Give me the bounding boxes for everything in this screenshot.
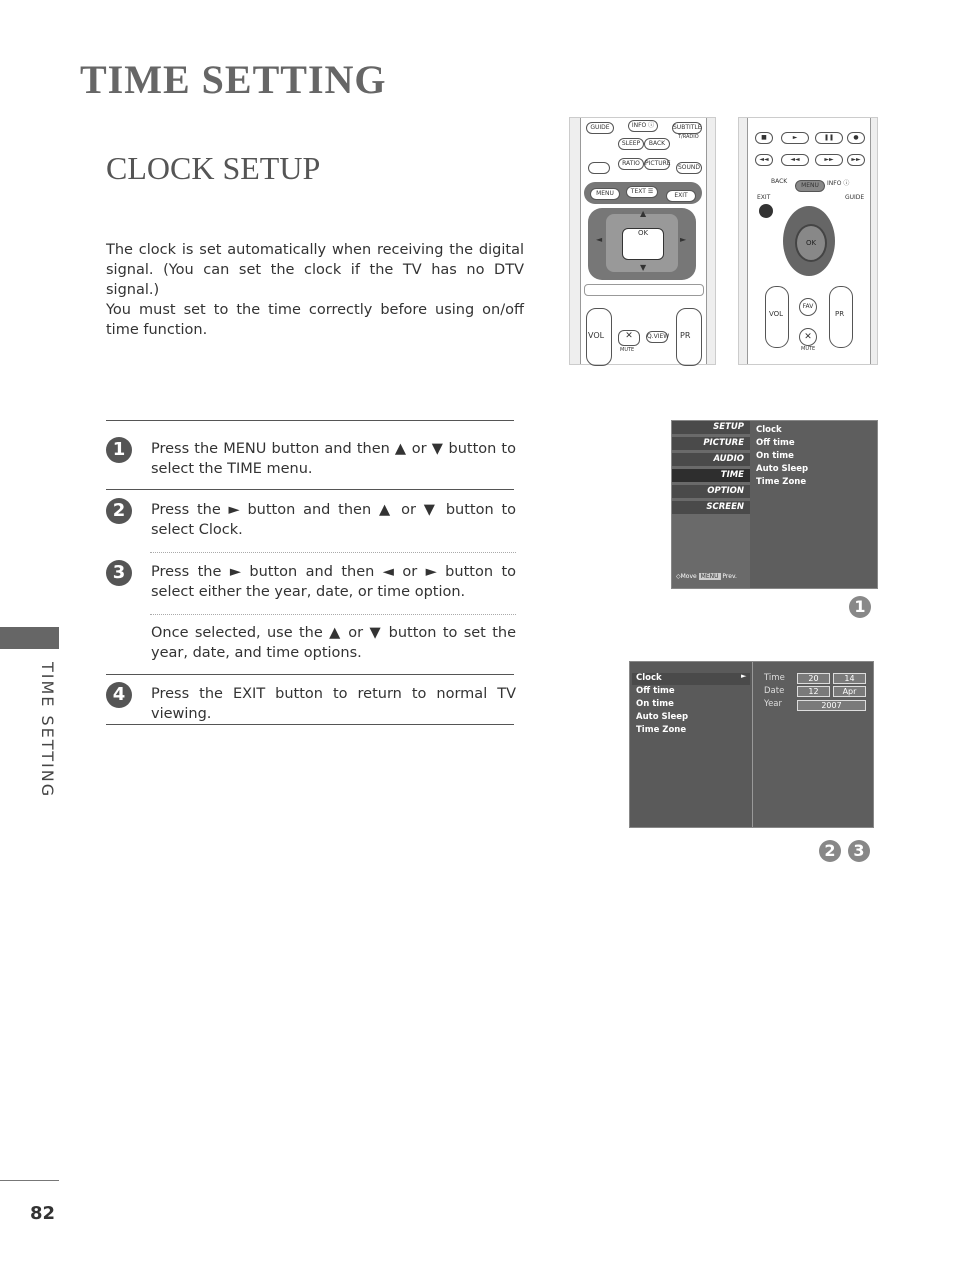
fav-button: FAV xyxy=(799,298,817,316)
vol-label-2: VOL xyxy=(769,310,784,318)
menu-item-time: TIME xyxy=(672,469,750,482)
badge-3: 3 xyxy=(848,840,870,862)
footer-menu: MENU xyxy=(700,573,719,580)
step-text-1: Press the MENU button and then ▲ or ▼ button to select the TIME menu. xyxy=(151,441,516,477)
clock-options xyxy=(636,672,688,737)
option-off-time: Off time xyxy=(756,438,795,448)
remote-control-image-1 xyxy=(569,117,716,365)
time-options xyxy=(756,424,808,489)
info-button: INFO ⓘ xyxy=(628,120,658,132)
menu-item-picture: PICTURE xyxy=(672,437,750,450)
footer-prev: Prev. xyxy=(722,573,737,580)
option-time-zone: Time Zone xyxy=(756,477,807,487)
play-button: ► xyxy=(781,132,809,144)
back-label: BACK xyxy=(771,178,788,185)
label-year: Year xyxy=(764,699,782,709)
option-auto-sleep: Auto Sleep xyxy=(756,464,809,474)
text-button: TEXT ☰ xyxy=(626,186,658,198)
step-text-3: Press the ► button and then ◄ or ► button to select either the year, date, or time option. xyxy=(151,564,516,600)
subtitle-button: SUBTITLE xyxy=(672,122,702,134)
rewind-button: ◄◄ xyxy=(781,154,809,166)
side-tab-marker xyxy=(0,627,59,649)
menu-item-screen: SCREEN xyxy=(672,501,750,514)
menu-item-audio: AUDIO xyxy=(672,453,750,466)
next-button: ►► xyxy=(847,154,865,166)
step-text-2: Press the ► button and then ▲ or ▼ button to select Clock. xyxy=(151,502,516,538)
ok-button-2: OK xyxy=(795,224,827,262)
osd-time-menu xyxy=(671,420,878,589)
qview-button: Q.VIEW xyxy=(646,331,668,343)
page-divider xyxy=(0,1180,59,1181)
intro-text xyxy=(106,240,524,340)
option-time-zone-2: Time Zone xyxy=(636,725,687,735)
ok-button: OK xyxy=(622,228,664,260)
page-title: TIME SETTING xyxy=(80,57,387,102)
pr-label: PR xyxy=(680,331,691,340)
exit-label: EXIT xyxy=(757,194,771,201)
section-title: CLOCK SETUP xyxy=(106,150,321,186)
av-button xyxy=(588,162,610,174)
label-date: Date xyxy=(764,686,785,696)
prev-button: ◄◄ xyxy=(755,154,773,166)
osd-clock-setting xyxy=(629,661,874,828)
intro-line-1: The clock is set automatically when receiving the digital signal. (You can set the clock if the TV has no DTV signal.) xyxy=(106,242,524,298)
step-text-3b: Once selected, use the ▲ or ▼ button to set the year, date, and time options. xyxy=(151,625,516,661)
date-day-field: 12 xyxy=(797,686,830,697)
option-auto-sleep-2: Auto Sleep xyxy=(636,712,689,722)
stop-button: ■ xyxy=(755,132,773,144)
guide-label: GUIDE xyxy=(845,194,865,201)
tradio-label: T/RADIO xyxy=(678,134,699,140)
menu-button-2: MENU xyxy=(795,180,825,192)
ratio-button: RATIO xyxy=(618,158,644,170)
left-arrow-icon: ◄ xyxy=(596,235,603,244)
picture-button: PICTURE xyxy=(644,158,670,170)
info-label: INFO ⓘ xyxy=(827,180,850,187)
right-arrow-icon: ► xyxy=(680,235,687,244)
step-number-4: 4 xyxy=(106,682,132,708)
date-month-field: Apr xyxy=(833,686,866,697)
down-arrow-icon: ▼ xyxy=(640,263,647,272)
menu-button: MENU xyxy=(590,188,620,200)
option-on-time-2: On time xyxy=(636,699,674,709)
step-text-4: Press the EXIT button to return to normal TV viewing. xyxy=(151,686,516,722)
label-time: Time xyxy=(764,673,785,683)
step-number-3: 3 xyxy=(106,560,132,586)
footer-move: ◇Move xyxy=(676,573,697,580)
time-hour-field: 20 xyxy=(797,673,830,684)
option-clock: Clock xyxy=(756,425,782,435)
right-arrow-icon-osd: ► xyxy=(741,672,747,680)
record-button: ● xyxy=(847,132,865,144)
option-off-time-2: Off time xyxy=(636,686,675,696)
menu-item-setup: SETUP xyxy=(672,421,750,434)
page-number: 82 xyxy=(30,1203,56,1224)
step-number-1: 1 xyxy=(106,437,132,463)
side-section-label: TIME SETTING xyxy=(38,662,57,799)
up-arrow-icon: ▲ xyxy=(640,209,647,218)
pr-label-2: PR xyxy=(835,310,845,318)
mute-label: MUTE xyxy=(620,347,635,353)
step-number-2: 2 xyxy=(106,498,132,524)
mute-icon-2: ✕ xyxy=(799,328,817,346)
badge-2: 2 xyxy=(819,840,841,862)
menu-item-option: OPTION xyxy=(672,485,750,498)
option-clock-2: Clock xyxy=(636,673,662,683)
mute-label-2: MUTE xyxy=(801,346,816,352)
remote-control-image-2 xyxy=(738,117,878,365)
forward-button: ►► xyxy=(815,154,843,166)
guide-button: GUIDE xyxy=(586,122,614,134)
sound-button: SOUND xyxy=(676,162,702,174)
time-minute-field: 14 xyxy=(833,673,866,684)
sleep-button: SLEEP xyxy=(618,138,644,150)
back-button: BACK xyxy=(644,138,670,150)
intro-line-2: You must set to the time correctly before using on/off time function. xyxy=(106,302,524,338)
mute-icon: ✕ xyxy=(618,330,640,346)
option-on-time: On time xyxy=(756,451,794,461)
badge-1: 1 xyxy=(849,596,871,618)
year-field: 2007 xyxy=(797,700,866,711)
clock-labels xyxy=(764,672,785,711)
vol-label: VOL xyxy=(588,331,605,340)
pause-button: ❚❚ xyxy=(815,132,843,144)
exit-button: EXIT xyxy=(666,190,696,202)
